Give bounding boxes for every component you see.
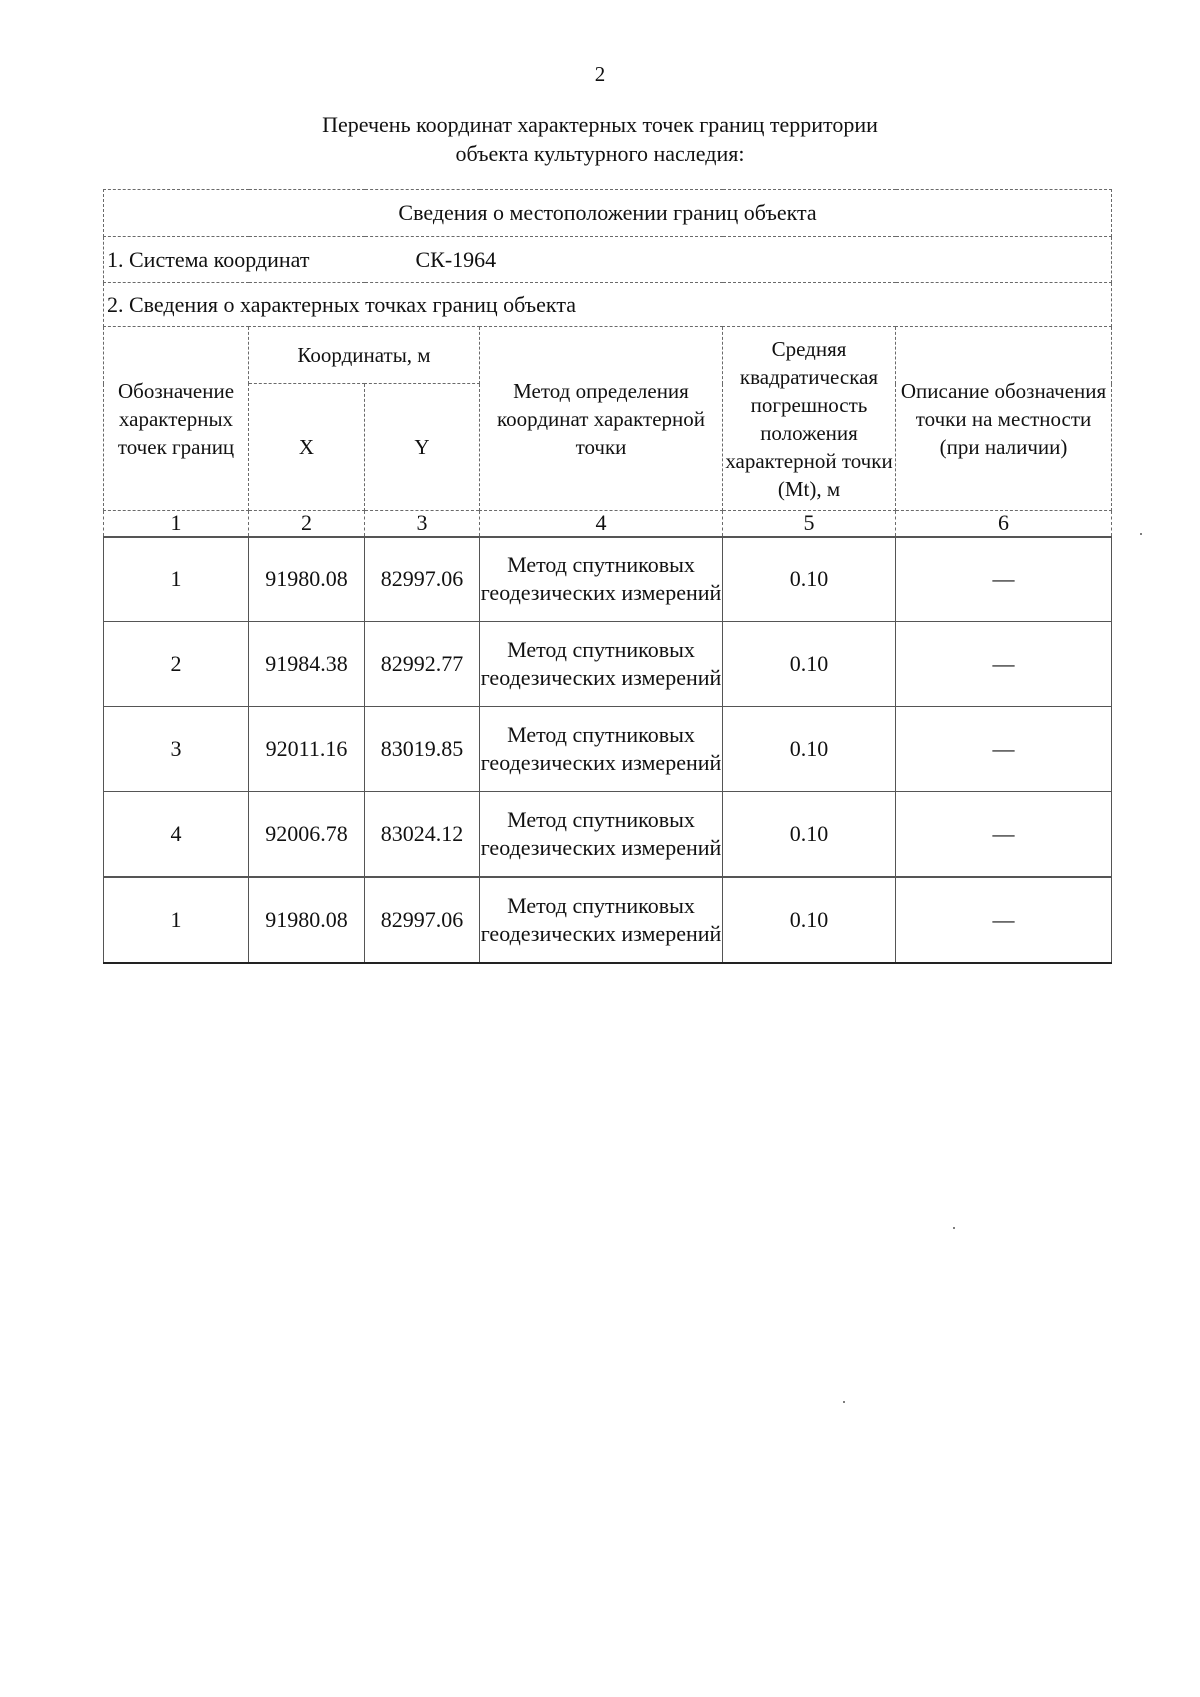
header-description: Описание обозначения точки на местности (при наличии) [896, 327, 1112, 511]
column-number-6: 6 [896, 511, 1112, 537]
coordinate-system-value: СК-1964 [415, 246, 497, 272]
point-cell: 4 [104, 792, 249, 877]
mt-cell: 0.10 [723, 537, 896, 622]
method-cell: Метод спутниковых геодезических измерений [480, 707, 723, 792]
x-cell: 91980.08 [249, 877, 365, 963]
mt-cell: 0.10 [723, 792, 896, 877]
description-cell: — [896, 877, 1112, 963]
header-method: Метод определения координат характерной точки [480, 327, 723, 511]
method-cell: Метод спутниковых геодезических измерений [480, 537, 723, 622]
method-cell: Метод спутниковых геодезических измерений [480, 622, 723, 707]
column-number-1: 1 [104, 511, 249, 537]
table-row [104, 792, 1112, 877]
description-cell: — [896, 792, 1112, 877]
table-row [104, 707, 1112, 792]
method-cell: Метод спутниковых геодезических измерений [480, 877, 723, 963]
mt-cell: 0.10 [723, 877, 896, 963]
points-heading: 2. Сведения о характерных точках границ объекта [104, 283, 1112, 327]
mt-cell: 0.10 [723, 707, 896, 792]
header-designation: Обозначение характерных точек границ [104, 327, 249, 511]
table-row [104, 537, 1112, 622]
x-cell: 91980.08 [249, 537, 365, 622]
column-number-4: 4 [480, 511, 723, 537]
column-number-2: 2 [249, 511, 365, 537]
method-cell: Метод спутниковых геодезических измерений [480, 792, 723, 877]
document-title-line-2: объекта культурного наследия: [455, 141, 745, 166]
description-cell: — [896, 707, 1112, 792]
column-number-3: 3 [365, 511, 480, 537]
coordinate-system-label: 1. Система координат [107, 246, 310, 272]
table-row [104, 622, 1112, 707]
description-cell: — [896, 537, 1112, 622]
column-number-5: 5 [723, 511, 896, 537]
coordinate-system-row [104, 237, 1112, 283]
mt-cell: 0.10 [723, 622, 896, 707]
y-cell: 82997.06 [365, 877, 480, 963]
document-title [0, 110, 1200, 168]
description-cell: — [896, 622, 1112, 707]
scan-speck [1140, 533, 1142, 535]
header-y: Y [365, 384, 480, 511]
y-cell: 82992.77 [365, 622, 480, 707]
y-cell: 82997.06 [365, 537, 480, 622]
header-coordinates: Координаты, м [249, 327, 480, 384]
header-mt: Средняя квадратическая погрешность положения характерной точки (Mt), м [723, 327, 896, 511]
x-cell: 91984.38 [249, 622, 365, 707]
section-title: Сведения о местоположении границ объекта [104, 190, 1112, 237]
x-cell: 92011.16 [249, 707, 365, 792]
y-cell: 83024.12 [365, 792, 480, 877]
x-cell: 92006.78 [249, 792, 365, 877]
scan-speck [843, 1401, 845, 1403]
boundary-points-table [103, 189, 1112, 964]
y-cell: 83019.85 [365, 707, 480, 792]
page-number: 2 [594, 62, 606, 86]
point-cell: 1 [104, 537, 249, 622]
document-title-line-1: Перечень координат характерных точек границ территории [322, 112, 878, 137]
scan-speck [953, 1227, 955, 1229]
header-x: X [249, 384, 365, 511]
table-row [104, 877, 1112, 963]
point-cell: 1 [104, 877, 249, 963]
point-cell: 2 [104, 622, 249, 707]
point-cell: 3 [104, 707, 249, 792]
